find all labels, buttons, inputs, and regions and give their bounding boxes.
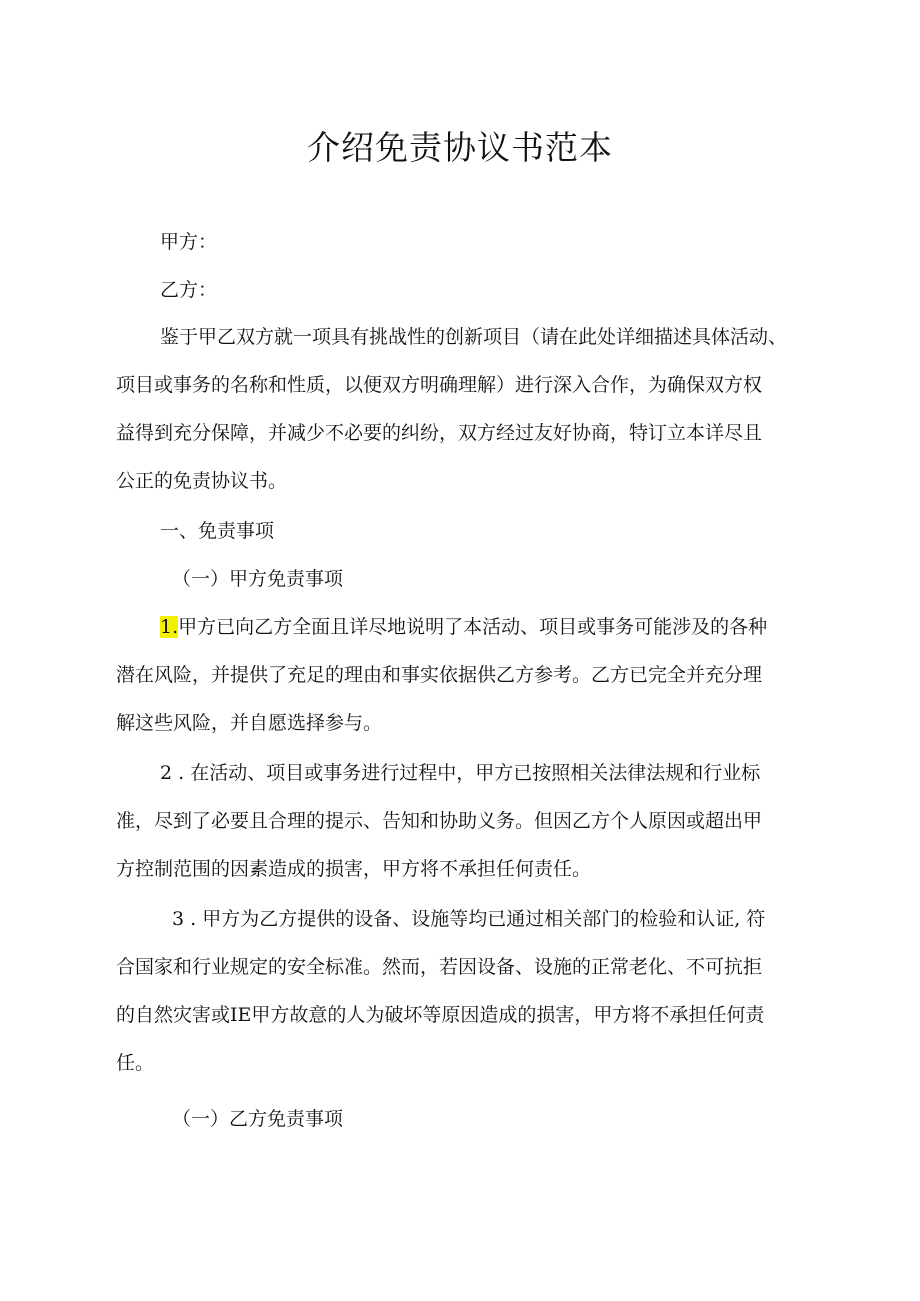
party-b-label: 乙方： [160, 279, 218, 301]
intro-line: 益得到充分保障，并减少不必要的纠纷，双方经过友好协商，特订立本详尽且 [116, 422, 763, 444]
item-1-line: 解这些风险，并自愿选择参与。 [116, 712, 383, 734]
section-heading: 一、免责事项 [160, 520, 275, 542]
item-1-first-line [160, 614, 767, 640]
item-number-highlight: 1. [160, 616, 179, 638]
intro-line: 鉴于甲乙双方就一项具有挑战性的创新项目（请在此处详细描述具体活动、 [160, 326, 788, 348]
item-3-line: 的自然灾害或IE甲方故意的人为破坏等原因造成的损害，甲方将不承担任何责 [116, 1004, 765, 1026]
item-3-line: 任。 [116, 1052, 155, 1074]
item-3-line: 合国家和行业规定的安全标准。然而，若因设备、设施的正常老化、不可抗拒 [116, 956, 763, 978]
item-2-line: 准，尽到了必要且合理的提示、告知和协助义务。但因乙方个人原因或超出甲 [116, 810, 763, 832]
document-title: 介绍免责协议书范本 [307, 128, 613, 167]
intro-line: 项目或事务的名称和性质，以便双方明确理解）进行深入合作，为确保双方权 [116, 374, 763, 396]
item-3-line: 3 . 甲方为乙方提供的设备、设施等均已通过相关部门的检验和认证, 符 [172, 908, 766, 930]
subsection-heading-party-b: （一）乙方免责事项 [172, 1108, 344, 1130]
item-2-line: 2 . 在活动、项目或事务进行过程中，甲方已按照相关法律法规和行业标 [160, 762, 761, 784]
subsection-heading-party-a: （一）甲方免责事项 [172, 568, 344, 590]
item-2-line: 方控制范围的因素造成的损害，甲方将不承担任何责任。 [116, 858, 592, 880]
item-1-line: 潜在风险，并提供了充足的理由和事实依据供乙方参考。乙方已完全并充分理 [116, 664, 763, 686]
party-a-label: 甲方： [160, 231, 218, 253]
intro-line: 公正的免责协议书。 [116, 470, 288, 492]
item-1-text: 甲方已向乙方全面且详尽地说明了本活动、项目或事务可能涉及的各种 [178, 616, 768, 638]
